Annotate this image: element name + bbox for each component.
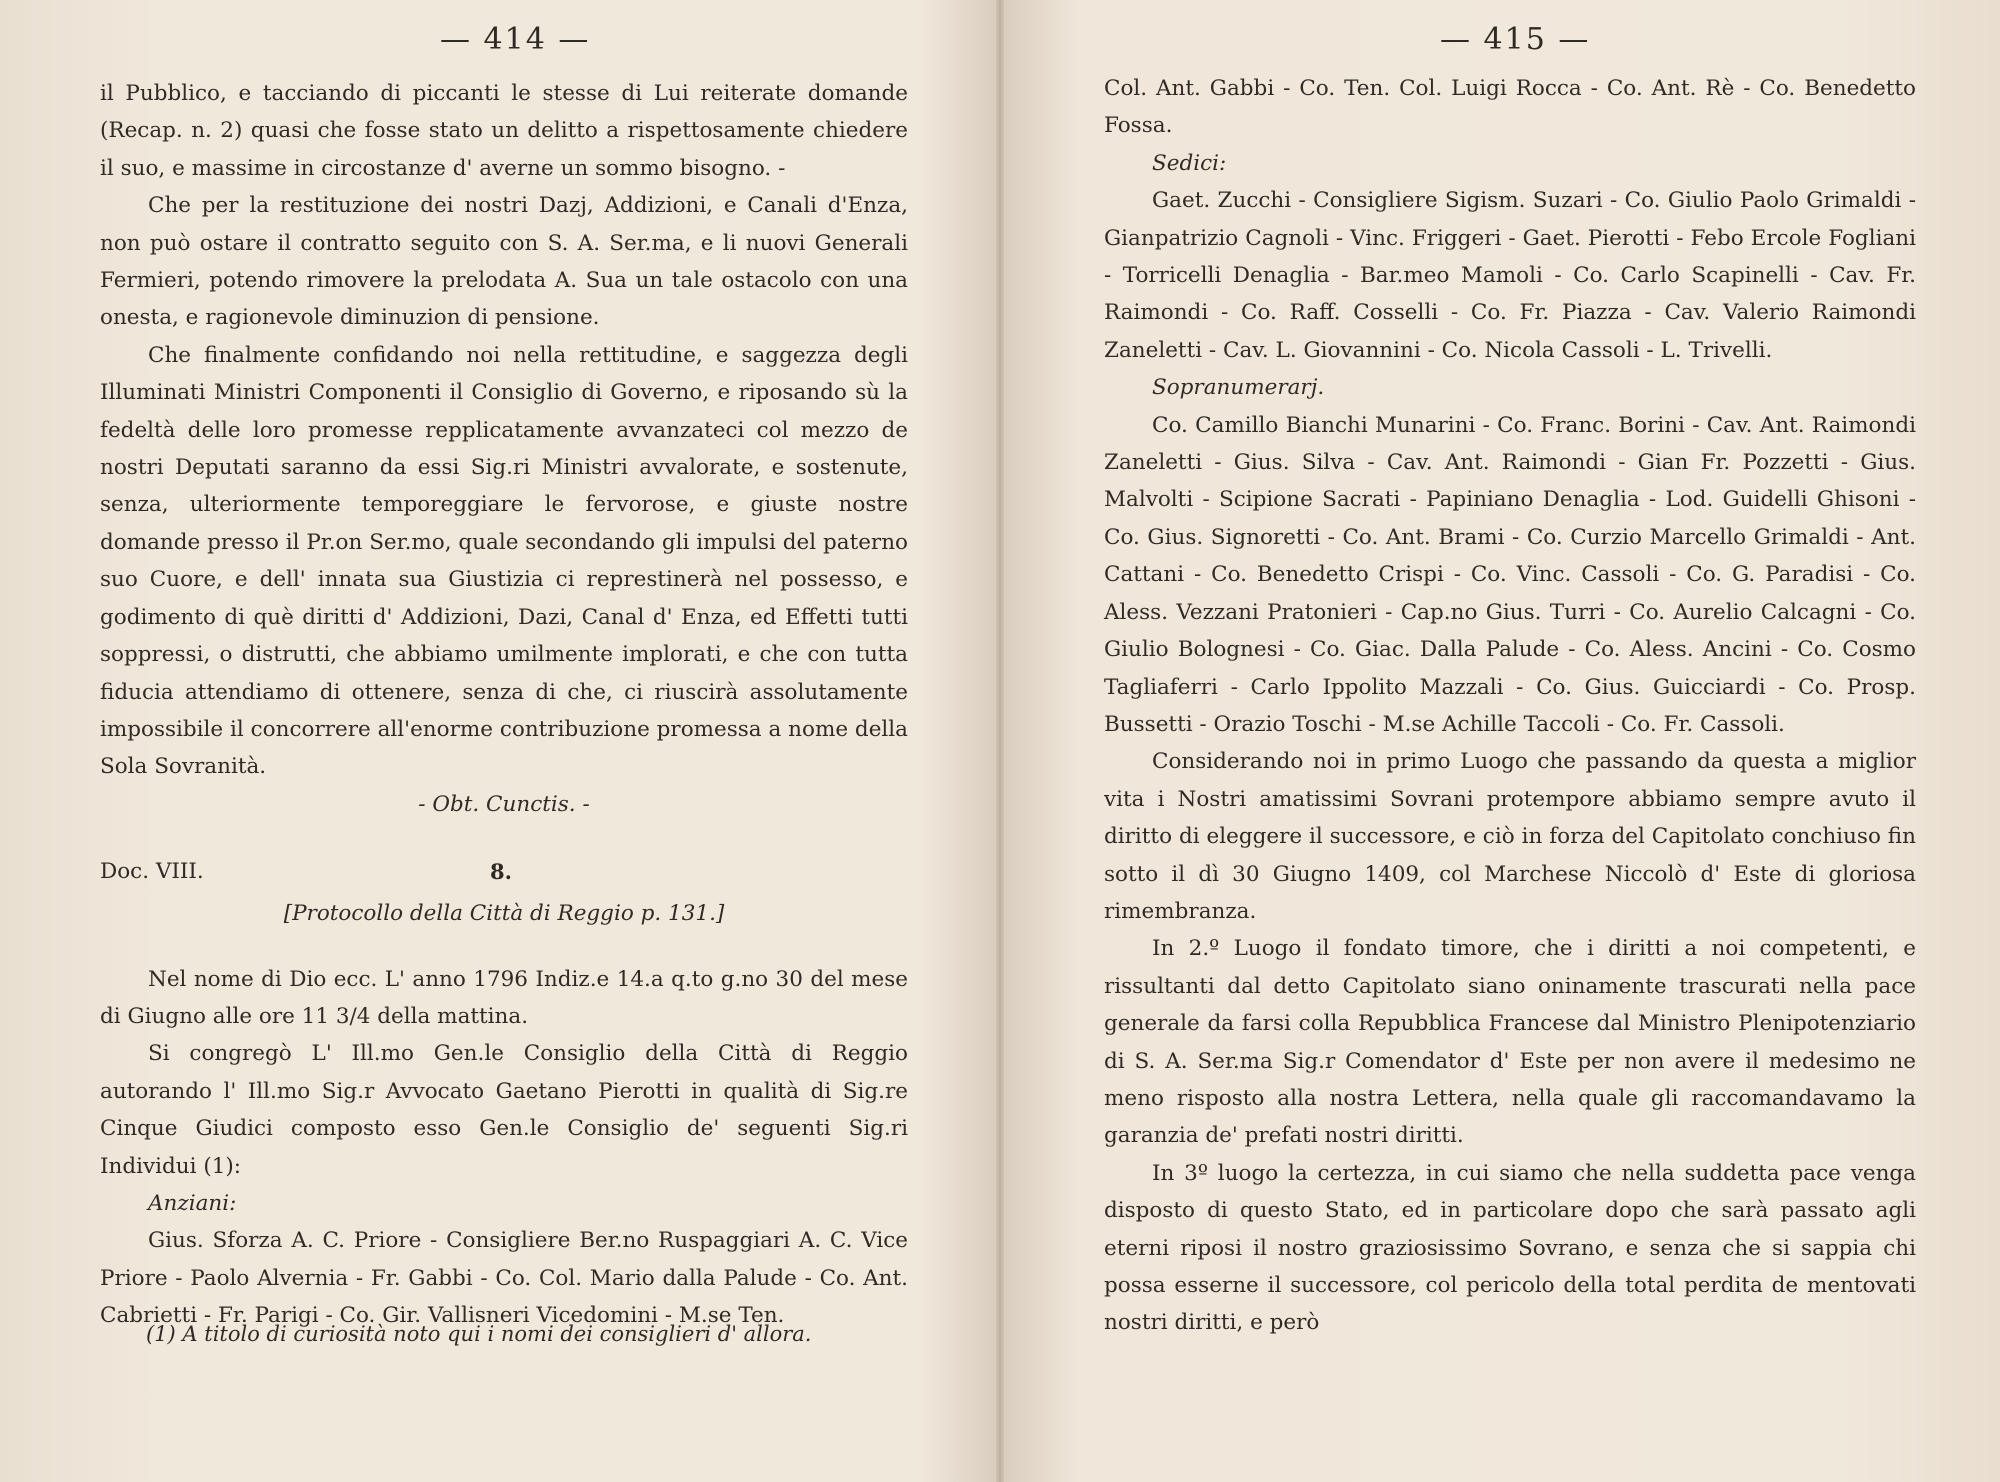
- paragraph: Che per la restituzione dei nostri Dazj, Addizioni, e Canali d'Enza, non può ostare il contratto seguito con S. A. Ser.ma, e li nuovi Generali Fermieri, potendo rimovere la prelodata A. Sua un tale ostacolo con una onesta, e ragionevole diminuzion di pensione.: [100, 193, 908, 331]
- page-number: — 415 —: [1440, 22, 1591, 57]
- right-text-column: [1104, 70, 1916, 1342]
- footnote: (1) A titolo di curiosità noto qui i nomi dei consiglieri d' allora.: [146, 1322, 812, 1346]
- left-text-column: [100, 75, 908, 1335]
- sopranumerarj-list: Co. Camillo Bianchi Munarini - Co. Franc. Borini - Cav. Ant. Raimondi Zaneletti - Gius. Silva - Cav. Ant. Raimondi - Gian Fr. Pozzetti - Gius. Malvolti - Scipione Sacrati - Papiniano Denaglia - Lod. Guidelli Ghisoni - Co. Gius. Signoretti - Co. Ant. Brami - Co. Curzio Marcello Grimaldi - Ant. Cattani - Co. Benedetto Crispi - Co. Vinc. Cassoli - Co. G. Paradisi - Co. Aless. Vezzani Pratonieri - Cap.no Gius. Turri - Co. Aurelio Calcagni - Co. Giulio Bolognesi - Co. Giac. Dalla Palude - Co. Aless. Ancini - Co. Cosmo Tagliaferri - Carlo Ippolito Mazzali - Co. Gius. Guicciardi - Co. Prosp. Bussetti - Orazio Toschi - M.se Achille Taccoli - Co. Fr. Cassoli.: [1104, 412, 1916, 737]
- paragraph: il Pubblico, e tacciando di piccanti le stesse di Lui reiterate domande (Recap. n. 2) quasi che fosse stato un delitto a rispettosamente chiedere il suo, e massime in circostanze d' averne un sommo bisogno. -: [100, 81, 908, 181]
- paragraph: Che finalmente confidando noi nella rettitudine, e saggezza degli Illuminati Ministri Componenti il Consiglio di Governo, e riposando sù la fedeltà delle loro promesse repplicatamente avvanzateci col mezzo de nostri Deputati saranno da essi Sig.ri Ministri avvalorate, e sostenute, senza, ulteriormente temporeggiare le fervorose, e giuste nostre domande presso il Pr.on Ser.mo, quale secondando gli impulsi del paterno suo Cuore, e dell' innata sua Giustizia ci represtinerà nel possesso, e godimento di què diritti d' Addizioni, Dazi, Canal d' Enza, ed Effetti tutti soppressi, o distrutti, che abbiamo umilmente implorati, e che con tutta fiducia attendiamo di ottenere, senza di che, ci riuscirà assolutamente impossibile il concorrere all'enorme contribuzione promessa a nome della Sola Sovranità.: [100, 342, 908, 780]
- right-page: [1000, 0, 2000, 1482]
- section-heading-sopranumerarj: Sopranumerarj.: [1152, 375, 1325, 401]
- document-heading: [100, 849, 908, 895]
- paragraph: Si congregò L' Ill.mo Gen.le Consiglio della Città di Reggio autorando l' Ill.mo Sig.r Avvocato Gaetano Pierotti in qualità di Sig.re Cinque Giudici composto esso Gen.le Consiglio de' seguenti Sig.ri Individui (1):: [100, 1041, 908, 1179]
- paragraph: Nel nome di Dio ecc. L' anno 1796 Indiz.e 14.a q.to g.no 30 del mese di Giugno alle ore 11 3/4 della mattina.: [100, 966, 908, 1029]
- paragraph: Col. Ant. Gabbi - Co. Ten. Col. Luigi Rocca - Co. Ant. Rè - Co. Benedetto Fossa.: [1104, 76, 1916, 139]
- anziani-list: Gius. Sforza A. C. Priore - Consigliere Ber.no Ruspaggiari A. C. Vice Priore - Paolo Alvernia - Fr. Gabbi - Co. Col. Mario dalla Palude - Co. Ant. Cabrietti - Fr. Parigi - Co. Gir. Vallisneri Vicedomini - M.se Ten.: [100, 1228, 908, 1329]
- document-label: Doc. VIII.: [100, 859, 204, 885]
- closing-formula: - Obt. Cunctis. -: [418, 791, 590, 817]
- document-number: 8.: [490, 859, 512, 885]
- paragraph: In 3º luogo la certezza, in cui siamo che nella suddetta pace venga disposto di questo Stato, ed in particolare dopo che sarà passato agli eterni riposi il nostro graziosissimo Sovrano, e senza che si sappia chi possa esserne il successore, col pericolo della total perdita de mentovati nostri diritti, e però: [1104, 1160, 1916, 1336]
- page-number: — 414 —: [440, 22, 591, 57]
- protocol-reference: [Protocollo della Città di Reggio p. 131.]: [283, 901, 725, 927]
- sedici-list: Gaet. Zucchi - Consigliere Sigism. Suzari - Co. Giulio Paolo Grimaldi - Gianpatrizio Cagnoli - Vinc. Friggeri - Gaet. Pierotti - Febo Ercole Fogliani - Torricelli Denaglia - Bar.meo Mamoli - Co. Carlo Scapinelli - Cav. Fr. Raimondi - Co. Raff. Cosselli - Co. Fr. Piazza - Cav. Valerio Raimondi Zaneletti - Cav. L. Giovannini - Co. Nicola Cassoli - L. Trivelli.: [1104, 188, 1916, 363]
- paragraph: Considerando noi in primo Luogo che passando da questa a miglior vita i Nostri amatissimi Sovrani protempore abbiamo sempre avuto il diritto di eleggere il successore, e ciò in forza del Capitolato conchiuso fin sotto il dì 30 Giugno 1409, col Marchese Niccolò d' Este di gloriosa rimembranza.: [1104, 749, 1916, 924]
- section-heading-sedici: Sedici:: [1152, 150, 1227, 176]
- section-heading-anziani: Anziani:: [148, 1190, 237, 1216]
- paragraph: In 2.º Luogo il fondato timore, che i diritti a noi competenti, e rissultanti dal detto Capitolato siano oninamente trascurati nella pace generale da farsi colla Repubblica Francese dal Ministro Plenipotenziario di S. A. Ser.ma Sig.r Comendator d' Este per non avere il medesimo ne meno risposto alla nostra Lettera, nella quale gli raccomandavamo la garanzia de' prefati nostri diritti.: [1104, 936, 1916, 1149]
